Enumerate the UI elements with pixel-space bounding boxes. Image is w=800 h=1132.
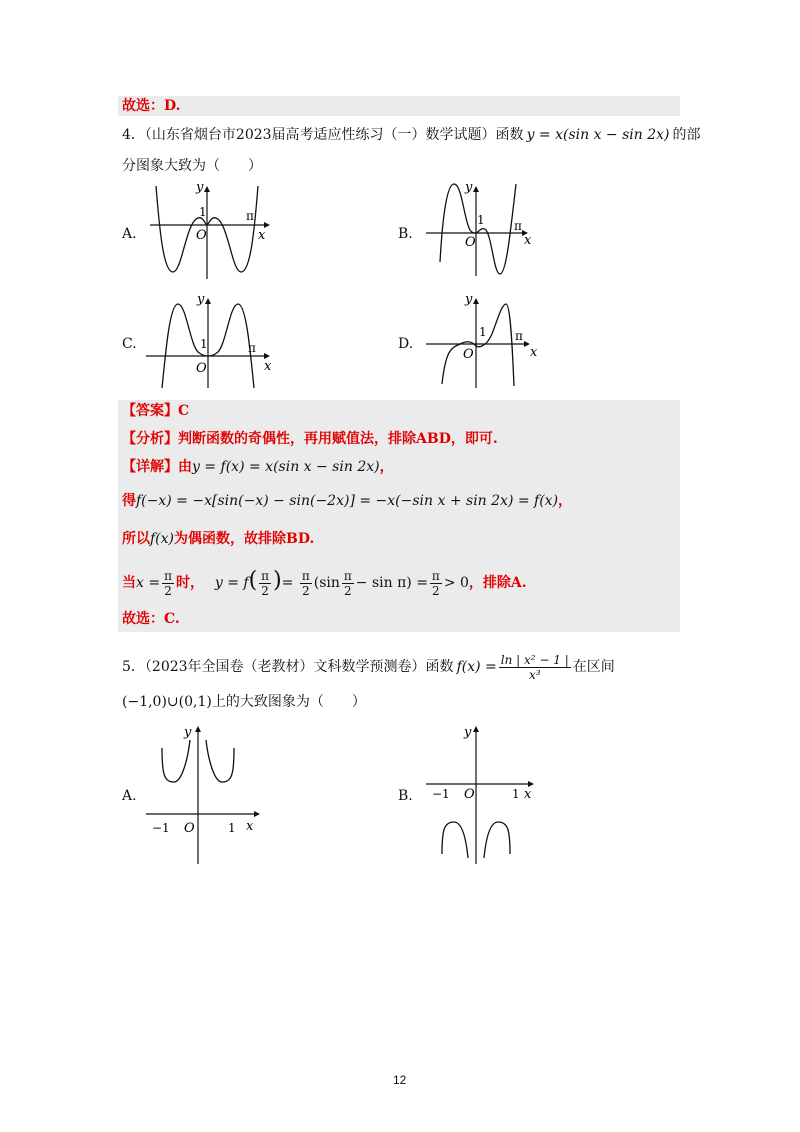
y-axis-arrow — [473, 186, 479, 192]
sub-math1: y = f — [214, 575, 249, 591]
one-label: 1 — [512, 787, 520, 801]
origin-label: O — [196, 228, 207, 243]
frac-den: 2 — [344, 583, 352, 598]
detail-post: ， — [379, 459, 394, 475]
prev-answer-prefix: 故选： — [122, 98, 164, 114]
pi-label: π — [515, 329, 523, 343]
q5-line2 — [122, 692, 366, 712]
derivation-post: ， — [558, 493, 573, 509]
derivation-pre: 得 — [122, 493, 136, 509]
analysis-text: 判断函数的奇偶性，再用赋值法，排除ABD，即可. — [178, 431, 498, 447]
y-axis-arrow — [473, 298, 479, 304]
one-label: 1 — [228, 821, 236, 835]
y-axis-arrow — [204, 186, 210, 192]
q5-interval: (−1,0)∪(0,1) — [122, 694, 212, 710]
q4-number: 4． — [122, 127, 145, 143]
even-pre: 所以 — [122, 531, 150, 547]
tick-one: 1 — [200, 337, 208, 351]
origin-label: O — [464, 787, 475, 802]
tick-one: 1 — [199, 205, 207, 219]
q4-option-d-graph — [418, 288, 548, 392]
q4-source: （山东省烟台市2023届高考适应性练习（一）数学试题）函数 — [144, 127, 524, 143]
even-post: 为偶函数，故排除BD. — [174, 531, 315, 547]
y-axis-arrow — [205, 298, 211, 304]
y-axis-arrow — [473, 726, 479, 732]
y-label: y — [465, 180, 473, 195]
q4-detail-line — [122, 456, 394, 478]
pi-label: π — [514, 219, 522, 233]
sub-pre: 当 — [122, 575, 136, 591]
q5-option-b-label: B. — [398, 788, 413, 804]
q4-option-d-label: D. — [398, 336, 414, 352]
q4-option-a-label: A. — [122, 226, 137, 242]
frac-den: 2 — [261, 583, 269, 598]
q5-line2-suffix: 上的大致图象为（ ） — [211, 694, 366, 710]
neg-one-label: −1 — [432, 787, 450, 801]
sub-mid: 时， — [175, 575, 204, 591]
sub-x: x = — [136, 575, 161, 591]
pi-label: π — [248, 341, 256, 355]
function-curve-left — [162, 740, 190, 782]
q5-number: 5． — [122, 659, 145, 675]
q4-analysis-line — [122, 428, 498, 450]
x-label: x — [524, 787, 532, 802]
neg-one-label: −1 — [152, 821, 170, 835]
x-label: x — [524, 233, 532, 248]
q4-line2: 分图象大致为（ ） — [122, 158, 262, 174]
q4-option-c-label: C. — [122, 336, 137, 352]
frac-den: 2 — [432, 583, 440, 598]
q5-line1 — [122, 650, 615, 684]
origin-label: O — [184, 821, 195, 836]
detail-math: y = f(x) = x(sin x − sin 2x) — [192, 459, 380, 475]
pi-label: π — [246, 209, 254, 223]
function-curve — [440, 184, 516, 274]
sub-math2: = — [281, 575, 298, 591]
sub-post: ，排除A. — [468, 575, 527, 591]
sub-frac-sin — [342, 569, 354, 598]
detail-pre: 由 — [178, 459, 192, 475]
q4-even-line — [122, 528, 314, 550]
tick-one: 1 — [477, 213, 485, 227]
q4-answer-line — [122, 400, 189, 422]
frac-num: π — [164, 568, 172, 583]
origin-label: O — [196, 361, 207, 376]
derivation-math: f(−x) = −x[sin(−x) − sin(−2x)] = −x(−sin x + sin 2x) = f(x) — [136, 493, 559, 509]
x-label: x — [258, 228, 266, 243]
frac-den: 2 — [164, 583, 172, 598]
final-prefix: 故选： — [122, 611, 164, 627]
sub-frac-arg — [259, 569, 271, 598]
q5-option-b-graph — [420, 718, 550, 866]
y-label: y — [464, 725, 472, 740]
function-curve-left — [442, 822, 468, 858]
answer-tag: 【答案】 — [122, 403, 178, 419]
origin-label: O — [463, 347, 474, 362]
function-curve-right — [206, 740, 234, 782]
q5-option-a-graph — [142, 718, 266, 866]
sub-frac-coef — [300, 569, 312, 598]
y-label: y — [196, 180, 204, 195]
q4-option-b-label: B. — [398, 226, 413, 242]
function-curve-right — [484, 822, 510, 858]
page-number: 12 — [393, 1073, 407, 1087]
final-answer: C. — [164, 611, 180, 627]
analysis-tag: 【分析】 — [122, 431, 178, 447]
prev-answer-band — [118, 96, 680, 116]
frac-num: π — [343, 568, 352, 583]
prev-answer-value: D. — [164, 98, 181, 114]
q4-option-b-graph — [418, 176, 548, 280]
q5-option-a-label: A. — [122, 788, 137, 804]
frac-num: π — [261, 568, 270, 583]
sub-math4: − sin π) = — [355, 575, 428, 591]
q5-suffix: 在区间 — [572, 659, 615, 675]
y-label: y — [184, 725, 192, 740]
q5-func-num: ln | x² − 1 | — [500, 652, 569, 667]
q4-line1 — [122, 125, 701, 145]
even-math: f(x) — [150, 531, 175, 547]
sub-frac-x — [162, 569, 174, 598]
q4-option-a-graph — [140, 176, 280, 280]
x-label: x — [530, 345, 538, 360]
y-label: y — [465, 292, 473, 307]
sub-math3: (sin — [313, 575, 340, 591]
x-label: x — [246, 819, 254, 834]
x-axis-arrow — [254, 811, 260, 817]
q4-solution-band — [118, 400, 680, 632]
prev-answer-line — [122, 95, 181, 117]
origin-label: O — [465, 235, 476, 250]
q5-func-den: x³ — [528, 667, 541, 682]
q5-func-frac — [499, 653, 571, 682]
x-label: x — [264, 359, 272, 374]
q4-option-c-graph — [140, 288, 280, 392]
q4-final-line — [122, 608, 180, 630]
detail-tag: 【详解】 — [122, 459, 178, 475]
q4-substitution-line: 当x = $\frac{\pi}{2}$ 时， y = f( $\frac{\pi}{2}$ )= $\frac{\pi}{2}$ (sin $\frac{\pi}{2}$ − sin π) = $\frac{\pi}{2}$ > 0，排除A. — [122, 568, 527, 598]
sub-frac-result — [430, 569, 442, 598]
frac-num: π — [301, 568, 310, 583]
q5-source: （2023年全国卷（老教材）文科数学预测卷）函数 — [144, 659, 454, 675]
q4-derivation-line — [122, 490, 572, 512]
answer-value: C — [178, 403, 190, 419]
q4-suffix: 的部 — [672, 127, 701, 143]
q4-function: y = x(sin x − sin 2x) — [526, 127, 670, 143]
y-label: y — [197, 292, 205, 307]
q5-func-left: f(x) = — [456, 659, 497, 675]
y-axis-arrow — [195, 726, 201, 732]
function-curve — [442, 304, 514, 386]
frac-den: 2 — [301, 583, 310, 598]
tick-one: 1 — [479, 325, 487, 339]
frac-num: π — [431, 568, 440, 583]
sub-math5: > 0 — [443, 575, 469, 591]
